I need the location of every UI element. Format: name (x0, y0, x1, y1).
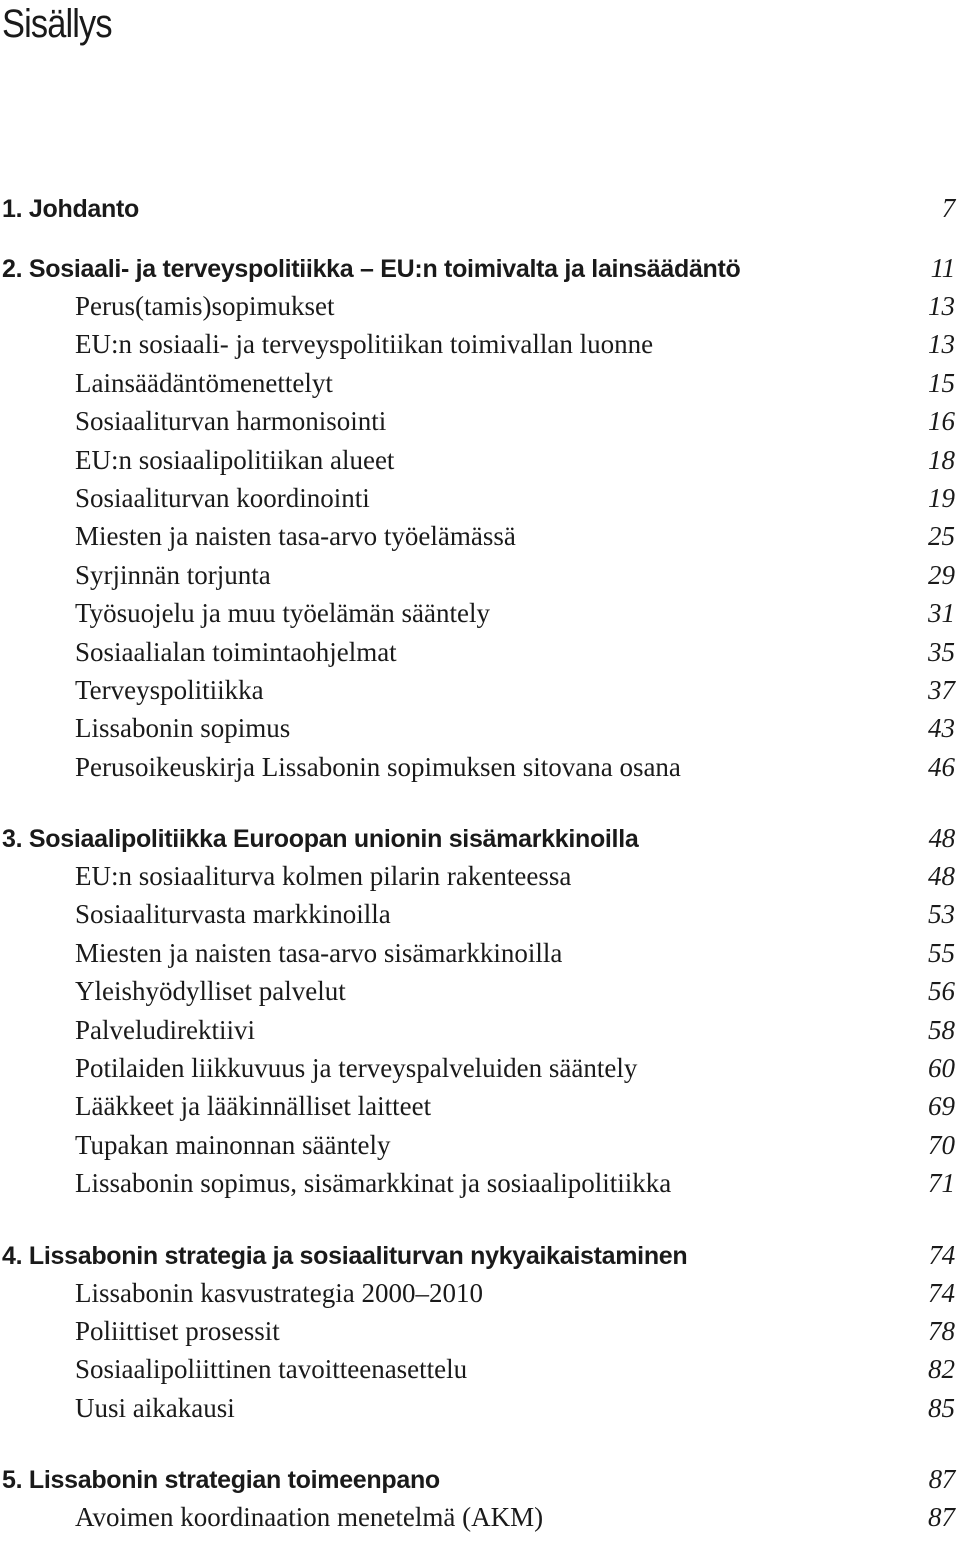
section-entry[interactable] (0, 934, 960, 972)
chapter-entry[interactable] (0, 189, 960, 227)
section-entry[interactable] (0, 857, 960, 895)
section-page-number: 25 (928, 521, 955, 552)
section-title: Yleishyödylliset palvelut (75, 976, 346, 1007)
section-entry[interactable] (0, 1389, 960, 1427)
section-entry[interactable] (0, 556, 960, 594)
chapter-page-number: 87 (928, 1464, 955, 1495)
section-entry[interactable] (0, 364, 960, 402)
chapter-title: 3. Sosiaalipolitiikka Euroopan unionin sisämarkkinoilla (2, 825, 639, 854)
section-page-number: 53 (928, 899, 955, 930)
section-title: EU:n sosiaalipolitiikan alueet (75, 444, 395, 475)
chapter-entry[interactable] (0, 1460, 960, 1498)
section-title: Työsuojelu ja muu työelämän sääntely (75, 598, 491, 629)
table-of-contents (0, 189, 960, 1537)
section-page-number: 85 (928, 1392, 955, 1423)
section-title: Poliittiset prosessit (75, 1315, 280, 1346)
section-title: Tupakan mainonnan sääntely (75, 1129, 391, 1160)
section-title: Lääkkeet ja lääkinnälliset laitteet (75, 1091, 432, 1122)
section-page-number: 43 (928, 713, 955, 744)
section-title: Lainsäädäntömenettelyt (75, 367, 333, 398)
section-entry[interactable] (0, 972, 960, 1010)
section-entry[interactable] (0, 633, 960, 671)
section-title: Terveyspolitiikka (75, 674, 264, 705)
section-entry[interactable] (0, 517, 960, 555)
chapter-page-number: 48 (928, 823, 955, 854)
section-page-number: 48 (928, 861, 955, 892)
chapter-title: 1. Johdanto (2, 195, 139, 223)
section-page-number: 74 (928, 1277, 955, 1308)
section-title: Lissabonin sopimus, sisämarkkinat ja sosiaalipolitiikka (75, 1168, 672, 1199)
section-entry[interactable] (0, 402, 960, 440)
section-entry[interactable] (0, 287, 960, 325)
section-entry[interactable] (0, 594, 960, 632)
section-title: Perus(tamis)sopimukset (75, 291, 335, 321)
section-entry[interactable] (0, 709, 960, 747)
chapter-title: 4. Lissabonin strategia ja sosiaaliturvan nykyaikaistaminen (2, 1241, 688, 1270)
section-title: Uusi aikakausi (75, 1392, 235, 1423)
section-page-number: 31 (928, 598, 955, 629)
section-page-number: 46 (928, 751, 955, 782)
chapter-entry[interactable] (0, 1236, 960, 1274)
section-title: Lissabonin sopimus (75, 713, 291, 744)
section-entry[interactable] (0, 1087, 960, 1125)
section-title: Sosiaaliturvasta markkinoilla (75, 899, 391, 930)
section-entry[interactable] (0, 1011, 960, 1049)
section-page-number: 71 (928, 1168, 955, 1199)
section-page-number: 87 (928, 1502, 955, 1533)
section-page-number: 29 (928, 559, 955, 590)
section-title: Palveludirektiivi (75, 1014, 255, 1045)
chapter-spacer (0, 786, 960, 819)
section-title: Miesten ja naisten tasa-arvo sisämarkkinoilla (75, 937, 563, 968)
section-page-number: 13 (928, 291, 955, 321)
section-title: Miesten ja naisten tasa-arvo työelämässä (75, 521, 516, 552)
section-title: Potilaiden liikkuvuus ja terveyspalveluiden sääntely (75, 1053, 638, 1084)
section-entry[interactable] (0, 1164, 960, 1202)
section-entry[interactable] (0, 1049, 960, 1087)
chapter-page-number: 74 (928, 1239, 955, 1270)
section-title: Syrjinnän torjunta (75, 559, 271, 590)
section-page-number: 69 (928, 1091, 955, 1122)
section-entry[interactable] (0, 1350, 960, 1388)
section-page-number: 55 (928, 937, 955, 968)
section-entry[interactable] (0, 1312, 960, 1350)
section-page-number: 56 (928, 976, 955, 1007)
section-page-number: 13 (928, 329, 955, 360)
chapter-title: 2. Sosiaali- ja terveyspolitiikka – EU:n toimivalta ja lainsäädäntö (2, 255, 741, 283)
chapter-spacer (0, 227, 960, 249)
section-title: Perusoikeuskirja Lissabonin sopimuksen sitovana osana (75, 751, 681, 782)
section-entry[interactable] (0, 1498, 960, 1536)
section-page-number: 70 (928, 1129, 955, 1160)
section-entry[interactable] (0, 441, 960, 479)
section-title: Sosiaaliturvan koordinointi (75, 482, 370, 513)
chapter-page-number: 11 (930, 253, 955, 283)
section-title: Sosiaalipoliittinen tavoitteenasettelu (75, 1354, 468, 1385)
section-title: EU:n sosiaaliturva kolmen pilarin rakenteessa (75, 861, 572, 892)
section-page-number: 19 (928, 482, 955, 513)
section-entry[interactable] (0, 1126, 960, 1164)
section-page-number: 35 (928, 636, 955, 667)
section-entry[interactable] (0, 671, 960, 709)
section-title: Sosiaaliturvan harmonisointi (75, 406, 387, 437)
section-entry[interactable] (0, 479, 960, 517)
section-entry[interactable] (0, 1274, 960, 1312)
section-page-number: 78 (928, 1315, 955, 1346)
page-title: Sisällys (2, 2, 112, 46)
section-page-number: 82 (928, 1354, 955, 1385)
section-entry[interactable] (0, 895, 960, 933)
section-page-number: 16 (928, 406, 955, 437)
section-title: Avoimen koordinaation menetelmä (AKM) (75, 1502, 544, 1533)
chapter-title: 5. Lissabonin strategian toimeenpano (2, 1466, 440, 1495)
chapter-entry[interactable] (0, 249, 960, 287)
chapter-page-number: 7 (941, 193, 955, 223)
section-page-number: 15 (928, 367, 955, 398)
chapter-spacer (0, 1427, 960, 1460)
section-page-number: 37 (928, 674, 955, 705)
section-title: Lissabonin kasvustrategia 2000–2010 (75, 1277, 483, 1308)
section-entry[interactable] (0, 748, 960, 786)
section-entry[interactable] (0, 325, 960, 363)
section-title: EU:n sosiaali- ja terveyspolitiikan toimivallan luonne (75, 329, 654, 360)
section-page-number: 18 (928, 444, 955, 475)
section-page-number: 58 (928, 1014, 955, 1045)
section-title: Sosiaalialan toimintaohjelmat (75, 636, 397, 667)
section-page-number: 60 (928, 1053, 955, 1084)
chapter-spacer (0, 1203, 960, 1236)
chapter-entry[interactable] (0, 819, 960, 857)
